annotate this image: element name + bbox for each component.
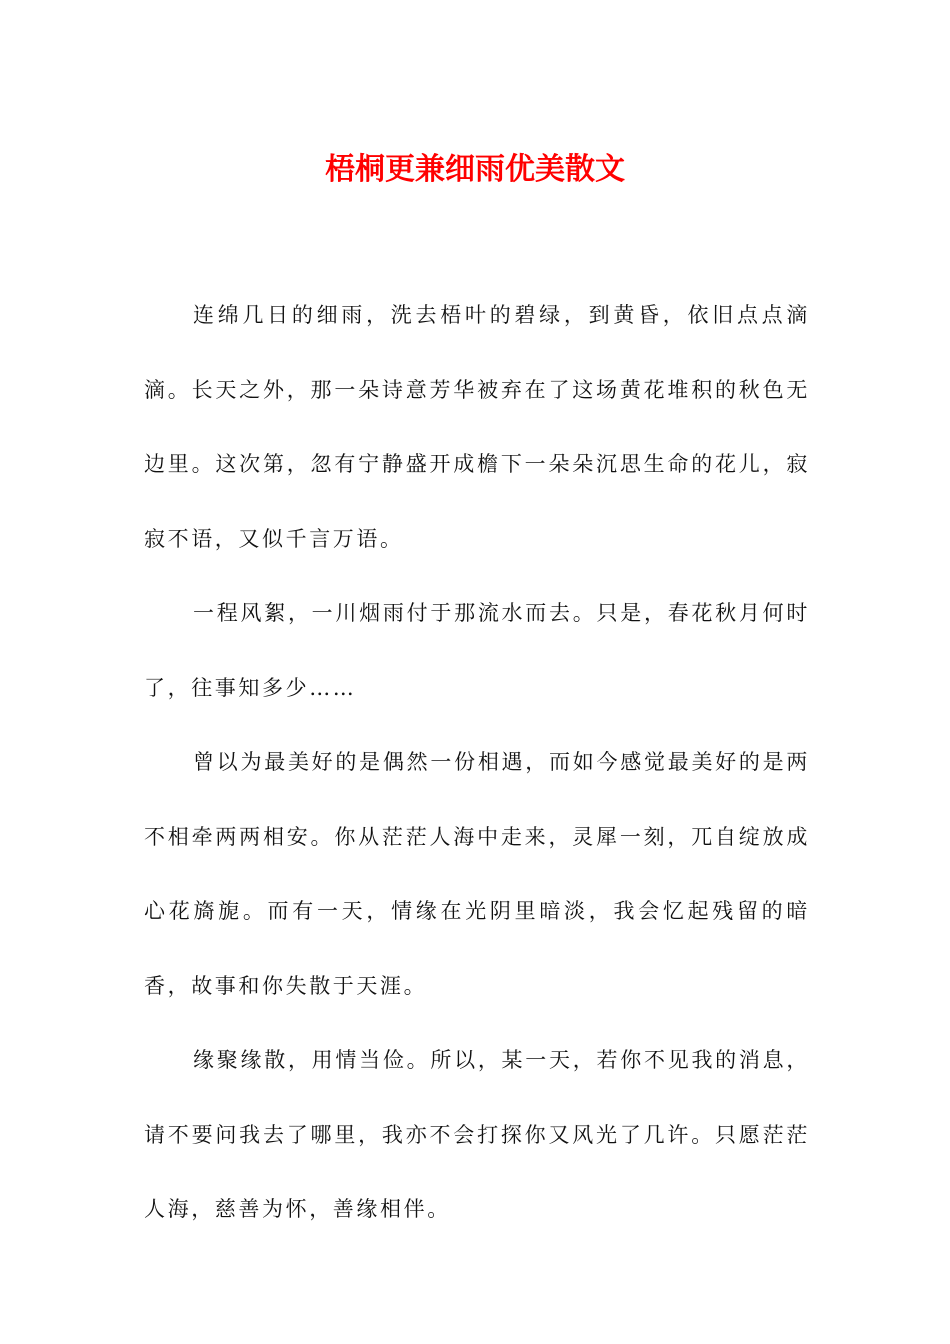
document-title: 梧桐更兼细雨优美散文 — [325, 152, 625, 187]
paragraph-1: 连绵几日的细雨，洗去梧叶的碧绿，到黄昏，依旧点点滴滴。长天之外，那一朵诗意芳华被弃在了这场黄花堆积的秋色无边里。这次第，忽有宁静盛开成檐下一朵朵沉思生命的花儿，寂寂不语，又似千言万语。 — [144, 303, 810, 551]
document-body — [144, 278, 810, 1247]
paragraph-2: 一程风絮，一川烟雨付于那流水而去。只是，春花秋月何时了，往事知多少…… — [144, 601, 810, 700]
paragraph-4: 缘聚缘散，用情当俭。所以，某一天，若你不见我的消息，请不要问我去了哪里，我亦不会打探你又风光了几许。只愿茫茫人海，慈善为怀，善缘相伴。 — [144, 1048, 810, 1221]
paragraph-3: 曾以为最美好的是偶然一份相遇，而如今感觉最美好的是两不相牵两两相安。你从茫茫人海中走来，灵犀一刻，兀自绽放成心花旖旎。而有一天，情缘在光阴里暗淡，我会忆起残留的暗香，故事和你失散于天涯。 — [144, 750, 810, 998]
